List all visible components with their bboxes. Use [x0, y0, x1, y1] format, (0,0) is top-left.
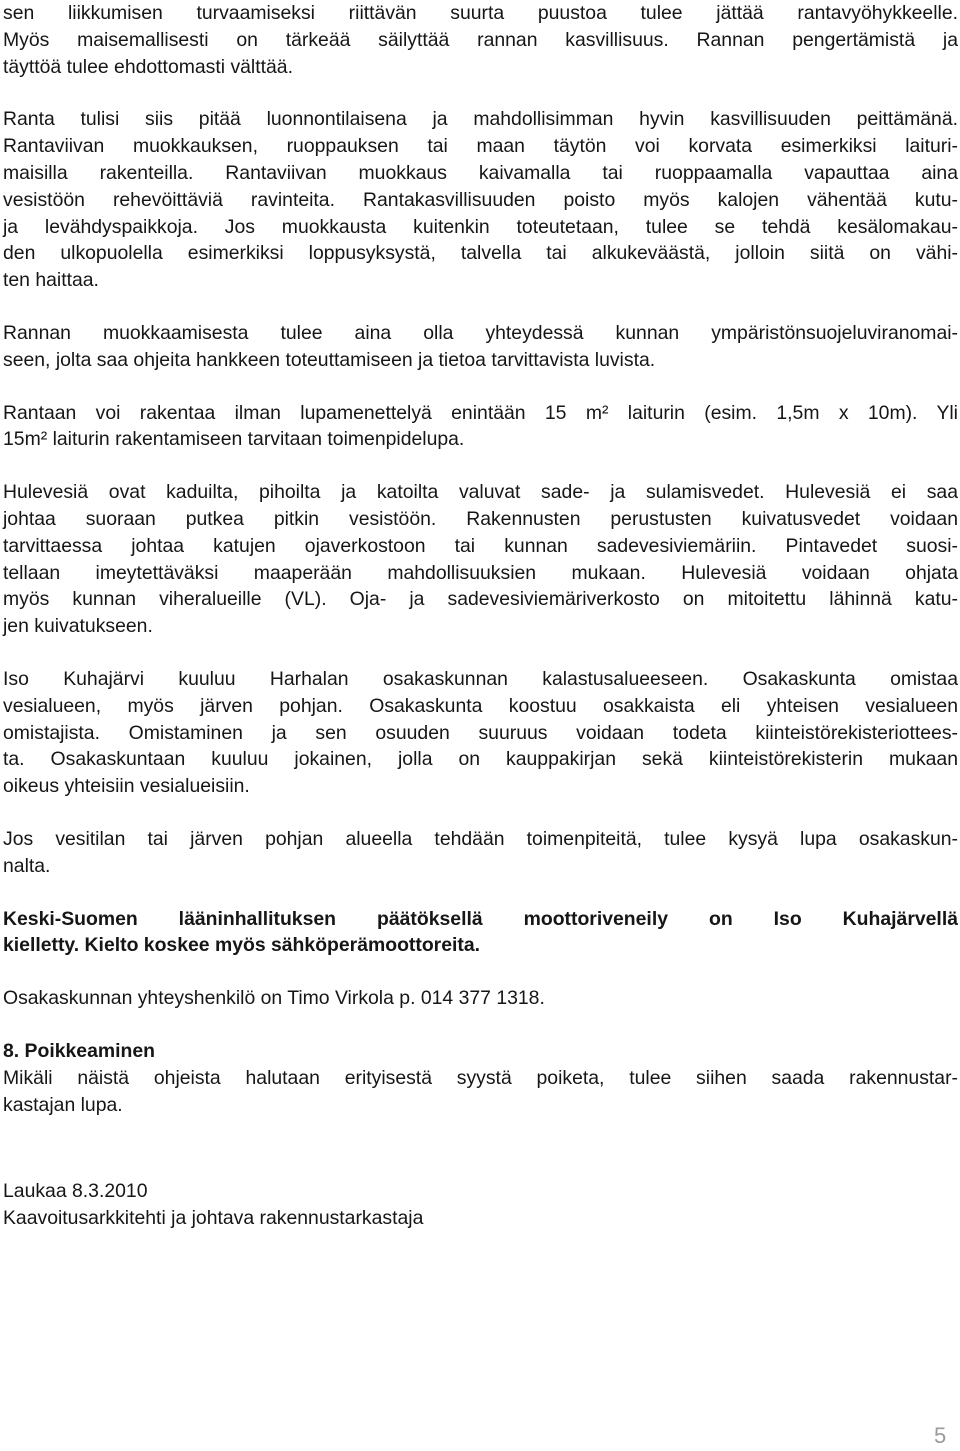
paragraph-gap — [3, 1012, 958, 1038]
text-line: täyttöä tulee ehdottomasti välttää. — [3, 55, 293, 78]
paragraph-gap — [3, 374, 958, 400]
signature-gap — [3, 1118, 958, 1178]
text-line: johtaa suoraan putkea pitkin vesistöön. Rakennusten perustusten kuivatusvedet voidaan — [3, 507, 958, 530]
text-line: ja levähdyspaikkoja. Jos muokkausta kuitenkin toteutetaan, tulee se tehdä kesälomakau- — [3, 215, 958, 238]
text-line: omistajista. Omistaminen ja sen osuuden suuruus voidaan todeta kiinteistörekisteriottees- — [3, 721, 958, 744]
text-line: kastajan lupa. — [3, 1093, 123, 1116]
text-line: Rannan muokkaamisesta tulee aina olla yhteydessä kunnan ympäristönsuojeluviranomai- — [3, 321, 958, 344]
paragraph-gap — [3, 880, 958, 906]
text-line: sen liikkumisen turvaamiseksi riittävän suurta puustoa tulee jättää rantavyöhykkeelle. — [3, 2, 958, 24]
page-number: 5 — [934, 1423, 947, 1448]
text-line: maisilla rakenteilla. Rantaviivan muokkaus kaivamalla tai ruoppaamalla vapauttaa aina — [3, 161, 958, 184]
signer-title: Kaavoitusarkkitehti ja johtava rakennustarkastaja — [3, 1207, 424, 1230]
text-line: den ulkopuolella esimerkiksi loppusyksystä, talvella tai alkukeväästä, jolloin siitä on vähi- — [3, 242, 958, 265]
text-line: jen kuivatukseen. — [3, 615, 153, 638]
text-line: 15m² laiturin rakentamiseen tarvitaan toimenpidelupa. — [3, 428, 465, 451]
paragraph-exceptions — [3, 1065, 958, 1119]
signature-block — [3, 1178, 958, 1232]
paragraph-gap — [3, 959, 958, 985]
text-line: oikeus yhteisiin vesialueisiin. — [3, 775, 250, 798]
paragraph-gap — [3, 80, 958, 106]
text-line: ta. Osakaskuntaan kuuluu jokainen, jolla on kauppakirjan sekä kiinteistörekisterin mukaan — [3, 748, 958, 771]
text-line: Mikäli näistä ohjeista halutaan erityisestä syystä poiketa, tulee siihen saada rakennustar- — [3, 1066, 958, 1089]
text-line: kielletty. Kielto koskee myös sähköperämoottoreita. — [3, 934, 481, 957]
text-line: nalta. — [3, 854, 51, 877]
section-heading — [3, 1038, 958, 1065]
paragraph-pier-permit — [3, 400, 958, 454]
text-line: seen, jolta saa ohjeita hankkeen toteuttamiseen ja tietoa tarvittavista luvista. — [3, 348, 656, 371]
paragraph-shore-vegetation — [3, 0, 958, 80]
place-date: Laukaa 8.3.2010 — [3, 1180, 148, 1203]
paragraph-stormwater — [3, 479, 958, 640]
text-line: vesistöön rehevöittäviä ravinteita. Rantakasvillisuuden poisto myös kalojen vähentää kutu- — [3, 188, 958, 211]
text-line: ten haittaa. — [3, 269, 99, 292]
document-page — [3, 0, 958, 1232]
text-line: Rantaan voi rakentaa ilman lupamenettelyä enintään 15 m² laiturin (esim. 1,5m x 10m). Yli — [3, 401, 958, 424]
text-line: vesialueen, myös järven pohjan. Osakaskunta koostuu osakkaista eli yhteisen vesialueen — [3, 694, 958, 717]
paragraph-fishing-area — [3, 666, 958, 800]
paragraph-natural-shore — [3, 106, 958, 294]
text-line: Iso Kuhajärvi kuuluu Harhalan osakaskunnan kalastusalueeseen. Osakaskunta omistaa — [3, 667, 958, 690]
paragraph-contact-person — [3, 985, 958, 1012]
text-line: Osakaskunnan yhteyshenkilö on Timo Virkola p. 014 377 1318. — [3, 987, 545, 1010]
paragraph-motorboat-ban — [3, 906, 958, 960]
text-line: tellaan imeytettäväksi maaperään mahdollisuuksien mukaan. Hulevesiä voidaan ohjata — [3, 561, 958, 584]
text-line: Hulevesiä ovat kaduilta, pihoilta ja katoilta valuvat sade- ja sulamisvedet. Hulevesiä ei saa — [3, 481, 958, 504]
paragraph-permission — [3, 826, 958, 880]
paragraph-gap — [3, 640, 958, 666]
paragraph-gap — [3, 294, 958, 320]
text-line: Ranta tulisi siis pitää luonnontilaisena ja mahdollisimman hyvin kasvillisuuden peittämänä. — [3, 108, 958, 131]
text-line: tarvittaessa johtaa katujen ojaverkostoon tai kunnan sadevesiviemäriin. Pintavedet suosi- — [3, 534, 958, 557]
text-line: Myös maisemallisesti on tärkeää säilyttää rannan kasvillisuus. Rannan pengertämistä ja — [3, 28, 958, 51]
text-line: Rantaviivan muokkauksen, ruoppauksen tai maan täytön voi korvata esimerkiksi laituri- — [3, 135, 958, 158]
paragraph-gap — [3, 800, 958, 826]
paragraph-gap — [3, 453, 958, 479]
text-line: Jos vesitilan tai järven pohjan alueella tehdään toimenpiteitä, tulee kysyä lupa osakaskun- — [3, 827, 958, 850]
heading-text: 8. Poikkeaminen — [3, 1039, 155, 1062]
text-line: myös kunnan viheralueille (VL). Oja- ja sadevesiviemäriverkosto on mitoitettu lähinnä katu- — [3, 588, 958, 611]
text-line: Keski-Suomen lääninhallituksen päätöksellä moottoriveneily on Iso Kuhajärvellä — [3, 907, 958, 930]
paragraph-authority-contact — [3, 320, 958, 374]
